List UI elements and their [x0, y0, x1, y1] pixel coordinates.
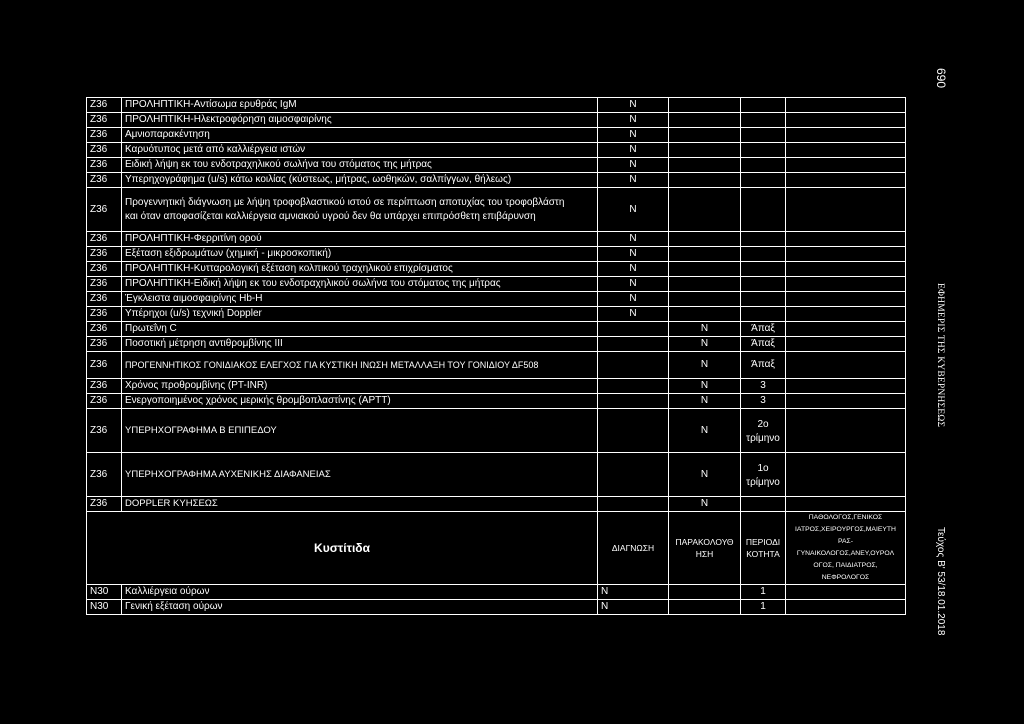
monitoring-cell — [669, 585, 741, 600]
frequency-cell: 1 — [741, 600, 786, 615]
description-cell: Καλλιέργεια ούρων — [122, 585, 598, 600]
header-frequency — [741, 512, 786, 585]
specialty-cell — [786, 307, 906, 322]
table-row — [87, 322, 906, 337]
diagnosis-cell: N — [598, 113, 669, 128]
code-cell: Z36 — [87, 453, 122, 497]
diagnosis-cell: N — [598, 277, 669, 292]
monitoring-cell — [669, 173, 741, 188]
table-row — [87, 188, 906, 232]
diagnosis-cell: N — [598, 585, 669, 600]
specialty-cell — [786, 585, 906, 600]
code-cell: Z36 — [87, 98, 122, 113]
specialty-cell — [786, 352, 906, 379]
frequency-cell: Άπαξ — [741, 352, 786, 379]
table-row — [87, 173, 906, 188]
description-line: και όταν αποφασίζεται καλλιέργεια αμνιακού υγρού δεν θα υπάρχει επιπρόσθετη επιβάρυνση — [125, 210, 536, 222]
description-cell: Υπερηχογράφημα (u/s) κάτω κοιλίας (κύστεως, μήτρας, ωοθηκών, σαλπίγγων, θήλεως) — [122, 173, 598, 188]
table-row — [87, 497, 906, 512]
table-row — [87, 352, 906, 379]
table-row — [87, 292, 906, 307]
monitoring-cell — [669, 188, 741, 232]
specialty-cell — [786, 247, 906, 262]
frequency-cell — [741, 247, 786, 262]
table-row — [87, 247, 906, 262]
monitoring-cell: N — [669, 409, 741, 453]
specialty-cell — [786, 600, 906, 615]
specialty-cell — [786, 113, 906, 128]
table-row — [87, 98, 906, 113]
monitoring-cell — [669, 600, 741, 615]
code-cell: Z36 — [87, 394, 122, 409]
description-cell: Αμνιοπαρακέντηση — [122, 128, 598, 143]
table-row — [87, 143, 906, 158]
frequency-cell — [741, 188, 786, 232]
description-cell — [122, 188, 598, 232]
specialty-cell — [786, 394, 906, 409]
diagnosis-cell: N — [598, 600, 669, 615]
diagnosis-cell — [598, 409, 669, 453]
frequency-cell — [741, 292, 786, 307]
monitoring-cell — [669, 292, 741, 307]
description-cell: DOPPLER ΚΥΗΣΕΩΣ — [122, 497, 598, 512]
monitoring-cell — [669, 143, 741, 158]
frequency-cell — [741, 453, 786, 497]
header-specialties — [786, 512, 906, 585]
frequency-cell — [741, 262, 786, 277]
table-row — [87, 337, 906, 352]
specialty-cell — [786, 379, 906, 394]
diagnosis-cell — [598, 394, 669, 409]
frequency-cell — [741, 143, 786, 158]
description-cell: ΠΡΟΛΗΠΤΙΚΗ-Φερριτίνη ορού — [122, 232, 598, 247]
code-cell: Z36 — [87, 307, 122, 322]
monitoring-cell — [669, 247, 741, 262]
diagnosis-cell: N — [598, 143, 669, 158]
diagnosis-cell: N — [598, 307, 669, 322]
monitoring-cell — [669, 113, 741, 128]
specialty-line: ΝΕΦΡΟΛΟΓΟΣ — [821, 574, 870, 581]
table-row — [87, 600, 906, 615]
description-cell: ΠΡΟΛΗΠΤΙΚΗ-Ηλεκτροφόρηση αιμοσφαιρίνης — [122, 113, 598, 128]
description-cell: Χρόνος προθρομβίνης (PT-INR) — [122, 379, 598, 394]
code-cell: Z36 — [87, 409, 122, 453]
specialty-cell — [786, 277, 906, 292]
frequency-cell — [741, 277, 786, 292]
description-cell: Γενική εξέταση ούρων — [122, 600, 598, 615]
specialty-cell — [786, 232, 906, 247]
table-row — [87, 585, 906, 600]
table-row — [87, 262, 906, 277]
frequency-cell — [741, 173, 786, 188]
specialty-line: ΙΑΤΡΟΣ,ΧΕΙΡΟΥΡΓΟΣ,ΜΑΙΕΥΤΗ — [795, 526, 896, 533]
frequency-cell — [741, 307, 786, 322]
diagnosis-cell: N — [598, 173, 669, 188]
frequency-cell: 1 — [741, 585, 786, 600]
monitoring-cell: N — [669, 322, 741, 337]
diagnosis-cell — [598, 322, 669, 337]
gazette-title: ΕΦΗΜΕΡΙΣ ΤΗΣ ΚΥΒΕΡΝΗΣΕΩΣ — [935, 283, 945, 428]
specialty-line: ΓΥΝΑΙΚΟΛΟΓΟΣ,ΑΝΕΥ,ΟΥΡΟΛ — [796, 550, 895, 557]
monitoring-cell — [669, 277, 741, 292]
description-cell: ΥΠΕΡΗΧΟΓΡΑΦΗΜΑ ΑΥΧΕΝΙΚΗΣ ΔΙΑΦΑΝΕΙΑΣ — [122, 453, 598, 497]
specialty-cell — [786, 409, 906, 453]
description-cell: Εξέταση εξιδρωμάτων (χημική - μικροσκοπική) — [122, 247, 598, 262]
issue-label: Τεύχος Β' 53/18.01.2018 — [935, 527, 946, 636]
diagnosis-cell — [598, 379, 669, 394]
description-cell: Ενεργοποιημένος χρόνος μερικής θρομβοπλαστίνης (APTT) — [122, 394, 598, 409]
table-row — [87, 128, 906, 143]
monitoring-cell: N — [669, 497, 741, 512]
monitoring-cell — [669, 158, 741, 173]
diagnosis-cell: N — [598, 98, 669, 113]
code-cell: Z36 — [87, 128, 122, 143]
frequency-cell: 3 — [741, 379, 786, 394]
specialty-cell — [786, 158, 906, 173]
description-cell: ΠΡΟΛΗΠΤΙΚΗ-Ειδική λήψη εκ του ενδοτραχηλικού σωλήνα του στόματος της μήτρας — [122, 277, 598, 292]
specialty-line: ΟΓΟΣ, ΠΑΙΔΙΑΤΡΟΣ, — [813, 562, 878, 569]
monitoring-cell — [669, 262, 741, 277]
code-cell: N30 — [87, 600, 122, 615]
table-row — [87, 277, 906, 292]
table-row — [87, 379, 906, 394]
code-cell: N30 — [87, 585, 122, 600]
frequency-cell — [741, 232, 786, 247]
specialty-cell — [786, 453, 906, 497]
frequency-line: 2ο — [757, 418, 769, 430]
code-cell: Z36 — [87, 337, 122, 352]
specialty-cell — [786, 497, 906, 512]
frequency-cell — [741, 128, 786, 143]
code-cell: Z36 — [87, 113, 122, 128]
monitoring-cell: N — [669, 337, 741, 352]
table-row — [87, 113, 906, 128]
page-number: 690 — [934, 68, 948, 89]
specialty-line: ΠΑΘΟΛΟΓΟΣ,ΓΕΝΙΚΟΣ — [808, 514, 883, 521]
table-row — [87, 232, 906, 247]
specialty-cell — [786, 98, 906, 113]
description-cell: Υπέρηχοι (u/s) τεχνική Doppler — [122, 307, 598, 322]
frequency-cell — [741, 409, 786, 453]
code-cell: Z36 — [87, 143, 122, 158]
header-monitoring — [669, 512, 741, 585]
header-frequency-line: ΚΟΤΗΤΑ — [746, 549, 780, 559]
table-row — [87, 394, 906, 409]
description-cell: ΠΡΟΛΗΠΤΙΚΗ-Κυτταρολογική εξέταση κολπικού τραχηλικού επιχρίσματος — [122, 262, 598, 277]
header-monitoring-line: ΗΣΗ — [695, 549, 714, 559]
description-line: Προγεννητική διάγνωση με λήψη τροφοβλαστικού ιστού σε περίπτωση αποτυχίας του τροφοβλάστη — [125, 196, 565, 208]
diagnosis-cell: N — [598, 158, 669, 173]
code-cell: Z36 — [87, 247, 122, 262]
frequency-cell — [741, 497, 786, 512]
section-title: Κυστίτιδα — [87, 512, 598, 585]
code-cell: Z36 — [87, 497, 122, 512]
diagnosis-cell — [598, 337, 669, 352]
description-cell: Ειδική λήψη εκ του ενδοτραχηλικού σωλήνα του στόματος της μήτρας — [122, 158, 598, 173]
specialty-line: ΡΑΣ- — [837, 538, 854, 545]
description-cell: Ποσοτική μέτρηση αντιθρομβίνης III — [122, 337, 598, 352]
code-cell: Z36 — [87, 188, 122, 232]
description-cell: Καρυότυπος μετά από καλλιέργεια ιστών — [122, 143, 598, 158]
description-cell: Πρωτεΐνη C — [122, 322, 598, 337]
diagnosis-cell: N — [598, 128, 669, 143]
header-monitoring-line: ΠΑΡΑΚΟΛΟΥΘ — [675, 537, 734, 547]
diagnosis-cell — [598, 352, 669, 379]
table-row — [87, 307, 906, 322]
description-cell: Έγκλειστα αιμοσφαιρίνης Hb-H — [122, 292, 598, 307]
monitoring-cell: N — [669, 352, 741, 379]
code-cell: Z36 — [87, 292, 122, 307]
code-cell: Z36 — [87, 379, 122, 394]
code-cell: Z36 — [87, 262, 122, 277]
frequency-line: τρίμηνο — [746, 476, 780, 488]
code-cell: Z36 — [87, 232, 122, 247]
table-row — [87, 158, 906, 173]
header-diagnosis: ΔΙΑΓΝΩΣΗ — [598, 512, 669, 585]
description-cell: ΠΡΟΛΗΠΤΙΚΗ-Αντίσωμα ερυθράς IgM — [122, 98, 598, 113]
frequency-cell — [741, 98, 786, 113]
frequency-line: τρίμηνο — [746, 432, 780, 444]
diagnosis-cell: N — [598, 188, 669, 232]
specialty-cell — [786, 143, 906, 158]
diagnosis-cell: N — [598, 247, 669, 262]
table-row — [87, 409, 906, 453]
diagnosis-cell — [598, 453, 669, 497]
code-cell: Z36 — [87, 158, 122, 173]
header-frequency-line: ΠΕΡΙΟΔΙ — [745, 537, 781, 547]
monitoring-cell: N — [669, 453, 741, 497]
monitoring-cell — [669, 307, 741, 322]
monitoring-cell — [669, 128, 741, 143]
section-header-row — [87, 512, 906, 585]
specialty-cell — [786, 322, 906, 337]
diagnosis-cell: N — [598, 262, 669, 277]
diagnosis-cell: N — [598, 292, 669, 307]
specialty-cell — [786, 337, 906, 352]
code-cell: Z36 — [87, 173, 122, 188]
description-cell: ΠΡΟΓΕΝΝΗΤΙΚΟΣ ΓΟΝΙΔΙΑΚΟΣ ΕΛΕΓΧΟΣ ΓΙΑ ΚΥΣΤΙΚΗ ΙΝΩΣΗ ΜΕΤΑΛΛΑΞΗ ΤΟΥ ΓΟΝΙΔΙΟΥ ΔF508 — [122, 352, 598, 379]
frequency-cell: Άπαξ — [741, 322, 786, 337]
diagnosis-cell: N — [598, 232, 669, 247]
code-cell: Z36 — [87, 352, 122, 379]
monitoring-cell — [669, 232, 741, 247]
frequency-cell: 3 — [741, 394, 786, 409]
specialty-cell — [786, 173, 906, 188]
description-cell: ΥΠΕΡΗΧΟΓΡΑΦΗΜΑ Β ΕΠΙΠΕΔΟΥ — [122, 409, 598, 453]
table-row — [87, 453, 906, 497]
monitoring-cell: N — [669, 379, 741, 394]
frequency-cell — [741, 113, 786, 128]
frequency-line: 1ο — [757, 462, 769, 474]
specialty-cell — [786, 188, 906, 232]
monitoring-cell: N — [669, 394, 741, 409]
specialty-cell — [786, 262, 906, 277]
diagnosis-cell — [598, 497, 669, 512]
exam-table — [86, 97, 906, 615]
monitoring-cell — [669, 98, 741, 113]
frequency-cell: Άπαξ — [741, 337, 786, 352]
specialty-cell — [786, 292, 906, 307]
code-cell: Z36 — [87, 322, 122, 337]
specialty-cell — [786, 128, 906, 143]
frequency-cell — [741, 158, 786, 173]
code-cell: Z36 — [87, 277, 122, 292]
